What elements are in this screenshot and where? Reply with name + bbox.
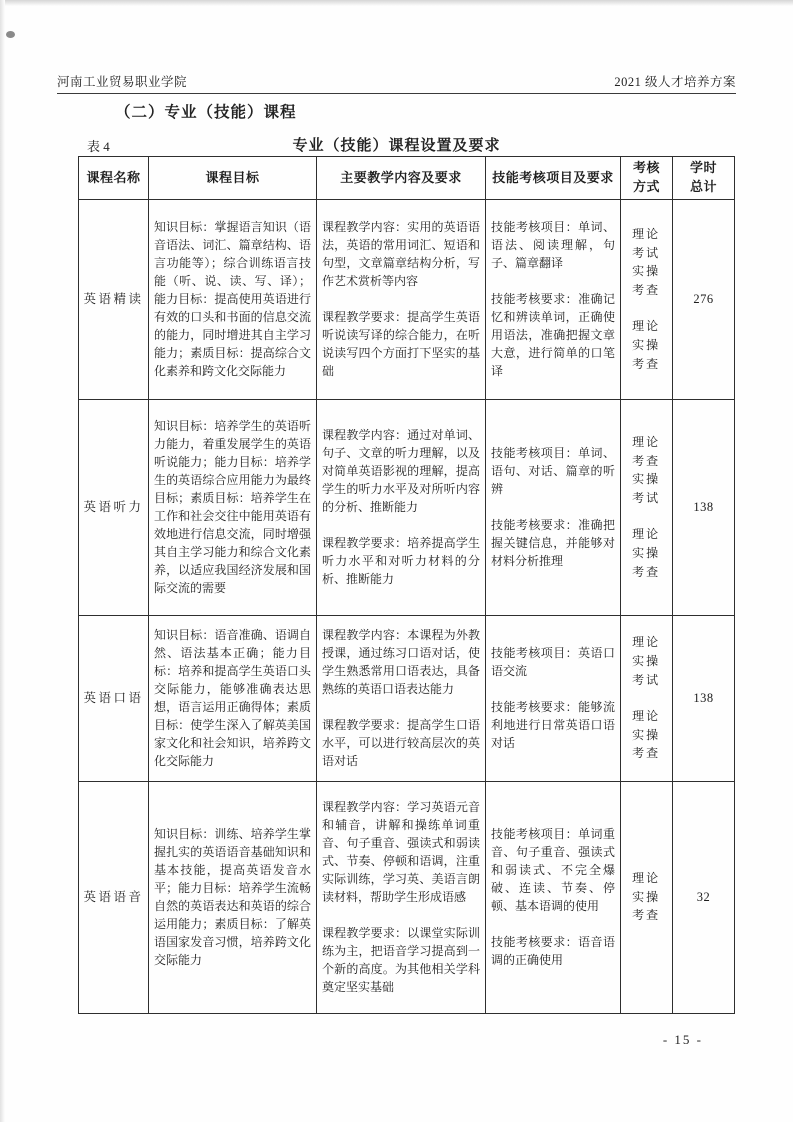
total-hours: 32 — [673, 781, 735, 1013]
method-block: 理论实操考试 — [632, 635, 661, 687]
skills-paragraph: 技能考核项目：单词重音、句子重音、强读式和弱读式、不完全爆破、连读、节奏、停顿、基本语调的使用 — [491, 827, 615, 914]
skills-paragraph: 技能考核项目：英语口语交流 — [491, 646, 615, 679]
course-skills — [486, 781, 621, 1013]
scan-edge-top — [0, 0, 793, 6]
method-block: 理论实操考查 — [632, 871, 661, 923]
col-header-skills: 技能考核项目及要求 — [486, 157, 621, 200]
skills-paragraph: 技能考核要求：准确记忆和辨读单词，正确使用语法，准确把握文章大意，进行简单的口笔译 — [491, 292, 615, 379]
table-row — [79, 615, 735, 781]
content-paragraph: 课程教学要求：提高学生口语水平，可以进行较高层次的英语对话 — [322, 718, 480, 769]
col-header-hours — [673, 157, 735, 200]
objectives-text: 知识目标：语音准确、语调自然、语法基本正确；能力目标：培养和提高学生英语口头交际能力，能够准确表达思想，语言运用正确得体；素质目标：使学生深入了解英美国家文化和社会知识，培养跨文化交际能力 — [154, 628, 311, 769]
course-skills — [486, 399, 621, 615]
col-header-method-label: 考核方式 — [632, 160, 660, 194]
running-header — [57, 72, 736, 94]
assessment-method — [621, 615, 673, 781]
course-content — [317, 199, 486, 399]
header-program-name: 2021 级人才培养方案 — [614, 75, 736, 89]
assessment-method — [621, 399, 673, 615]
course-table — [78, 156, 735, 1014]
col-header-content: 主要教学内容及要求 — [317, 157, 486, 200]
page-number: - 15 - — [662, 1032, 703, 1047]
content-paragraph: 课程教学内容：本课程为外教授课，通过练习口语对话，使学生熟悉常用口语表达，具备熟练的英语口语表达能力 — [322, 628, 480, 697]
skills-paragraph: 技能考核项目：单词、语句、对话、篇章的听辨 — [491, 446, 615, 497]
skills-paragraph: 技能考核项目：单词、语法、阅读理解，句子、篇章翻译 — [491, 220, 615, 271]
course-content — [317, 615, 486, 781]
table-row — [79, 199, 735, 399]
method-block: 理论实操考查 — [632, 319, 661, 371]
assessment-method — [621, 781, 673, 1013]
content-paragraph: 课程教学内容：学习英语元音和辅音，讲解和操练单词重音、句子重音、强读式和弱读式、节奏、停顿和语调，注重实际训练，学习英、美语言朗读材料，帮助学生形成语感 — [322, 800, 480, 905]
table-caption: 专业（技能）课程设置及要求 — [292, 138, 501, 154]
objectives-text: 知识目标：培养学生的英语听力能力，着重发展学生的英语听说能力；能力目标：培养学生的英语综合应用能力为最终目标；素质目标：培养学生在工作和社会交往中能用英语有效地进行信息交流，同时增强其自主学习能力和综合文化素养，以适应我国经济发展和国际交流的需要 — [154, 419, 311, 596]
course-content — [317, 781, 486, 1013]
header-school-name: 河南工业贸易职业学院 — [57, 75, 188, 89]
course-skills — [486, 199, 621, 399]
content-paragraph: 课程教学要求：提高学生英语听说读写译的综合能力，在听说读写四个方面打下坚实的基础 — [322, 310, 480, 379]
course-objectives — [149, 781, 317, 1013]
total-hours: 138 — [673, 399, 735, 615]
course-objectives — [149, 615, 317, 781]
course-name: 英语精读 — [79, 199, 149, 399]
total-hours: 138 — [673, 615, 735, 781]
method-block: 理论考查实操考试 — [632, 435, 661, 505]
content-paragraph: 课程教学要求：培养提高学生听力水平和对听力材料的分析、推断能力 — [322, 536, 480, 587]
col-header-objectives: 课程目标 — [149, 157, 317, 200]
skills-paragraph: 技能考核要求：能够流利地进行日常英语口语对话 — [491, 700, 615, 751]
method-block: 理论实操考查 — [632, 527, 661, 579]
course-content — [317, 399, 486, 615]
assessment-method — [621, 199, 673, 399]
objectives-text: 知识目标：掌握语言知识（语音语法、词汇、篇章结构、语言功能等）；综合训练语言技能（听、说、读、写、译）；能力目标：提高使用英语进行有效的口头和书面的信息交流的能力，同时增进其自主学习能力；素质目标：提高综合文化素养和跨文化交际能力 — [154, 220, 311, 379]
course-name: 英语语音 — [79, 781, 149, 1013]
scan-edge-left — [0, 0, 5, 1122]
course-objectives — [149, 199, 317, 399]
table-row — [79, 399, 735, 615]
course-name: 英语听力 — [79, 399, 149, 615]
course-objectives — [149, 399, 317, 615]
table-header-row — [79, 157, 735, 200]
table-caption-row — [57, 134, 736, 154]
content-paragraph: 课程教学内容：通过对单词、句子、文章的听力理解，以及对简单英语影视的理解，提高学生的听力水平及对所听内容的分析、推断能力 — [322, 428, 480, 515]
col-header-course-name: 课程名称 — [79, 157, 149, 200]
scan-speck — [6, 31, 15, 38]
table-row — [79, 781, 735, 1013]
table-number-label: 表 4 — [87, 139, 110, 154]
skills-paragraph: 技能考核要求：语音语调的正确使用 — [491, 935, 615, 968]
content-paragraph: 课程教学内容：实用的英语语法，英语的常用词汇、短语和句型，文章篇章结构分析，写作艺术赏析等内容 — [322, 220, 480, 289]
method-block: 理论考试实操考查 — [632, 227, 661, 297]
content-paragraph: 课程教学要求：以课堂实际训练为主，把语音学习提高到一个新的高度。为其他相关学科奠定坚实基础 — [322, 926, 480, 995]
total-hours: 276 — [673, 199, 735, 399]
col-header-hours-label: 学时总计 — [689, 160, 717, 194]
section-title: （二）专业（技能）课程 — [115, 104, 297, 121]
method-block: 理论实操考查 — [632, 709, 661, 761]
course-name: 英语口语 — [79, 615, 149, 781]
objectives-text: 知识目标：训练、培养学生掌握扎实的英语语音基础知识和基本技能，提高英语发音水平；能力目标：培养学生流畅自然的英语表达和英语的综合运用能力；素质目标：了解英语国家发音习惯，培养跨文化交际能力 — [154, 827, 311, 968]
course-skills — [486, 615, 621, 781]
skills-paragraph: 技能考核要求：准确把握关键信息，并能够对材料分析推理 — [491, 518, 615, 569]
col-header-method — [621, 157, 673, 200]
